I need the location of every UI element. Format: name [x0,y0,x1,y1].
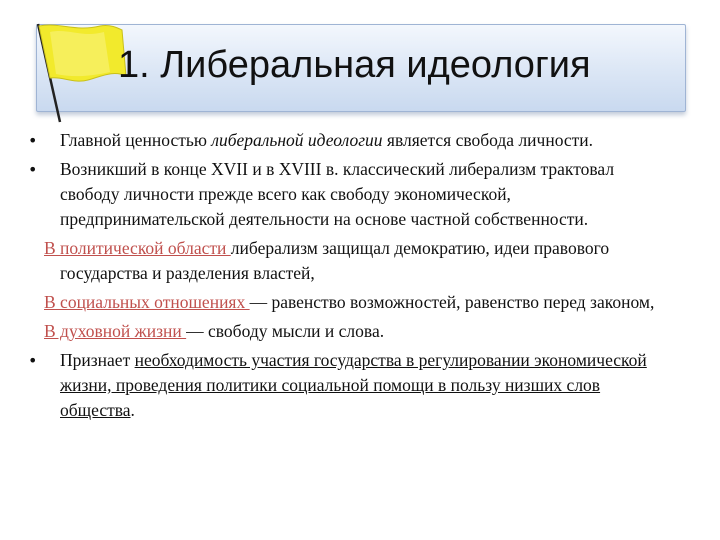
slide-title: 1. Либеральная идеология [118,44,591,86]
sub-item: В социальных отношениях — равенство возможностей, равенство перед законом, [44,292,655,312]
emphasis-text: либеральной идеологии [211,130,383,150]
politics-link[interactable]: В политической области [44,238,231,258]
bullet-icon: • [28,131,38,150]
slide-content [28,128,676,427]
underlined-text: необходимость участия государства в регулировании экономической жизни, проведения политики социальной помощи в пользу низших слов общества [60,350,647,420]
bullet-icon: • [28,160,38,179]
spiritual-link[interactable]: В духовной жизни [44,321,187,341]
social-link[interactable]: В социальных отношениях [44,292,250,312]
sub-item: В политической области либерализм защищал демократию, идеи правового государства и разделения властей, [44,238,610,283]
sub-item: В духовной жизни — свободу мысли и слова. [44,321,385,341]
bullet-icon: • [28,351,38,370]
bullet-item: • Возникший в конце XVII и в XVIII в. классический либерализм трактовал свободу личности прежде всего как свободу экономической, предпринимательской деятельности на основе частной собственности. [28,159,615,229]
flag-icon [30,18,130,128]
bullet-item: • Главной ценностью либеральной идеологии является свобода личности. [28,128,676,153]
bullet-item: • Признает необходимость участия государства в регулировании экономической жизни, проведения политики социальной помощи в пользу низших слов общества. [28,350,647,420]
